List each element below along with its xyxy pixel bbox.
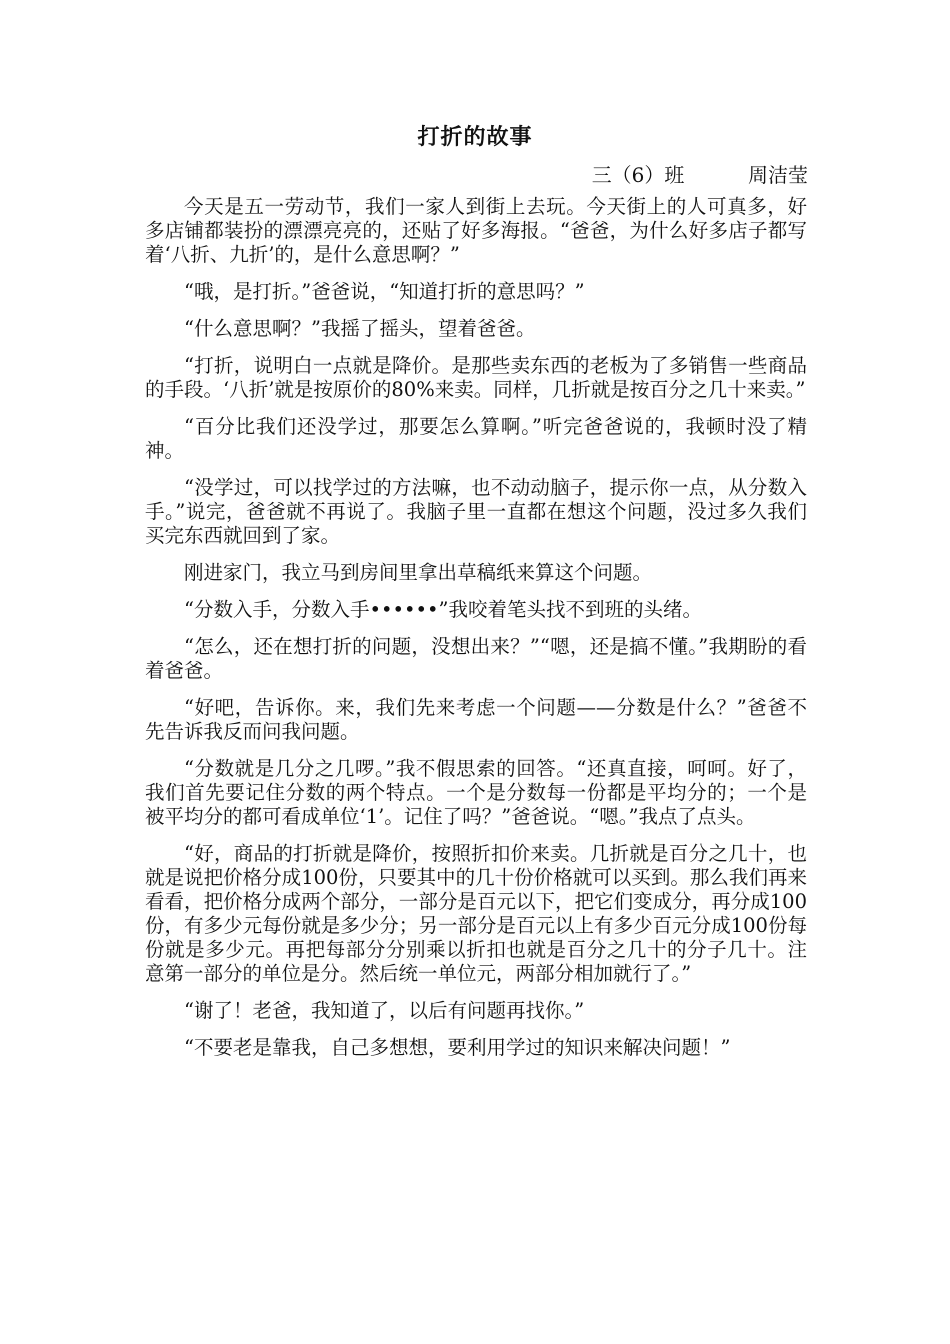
document-body	[145, 195, 807, 1073]
document-title: 打折的故事	[417, 125, 533, 150]
author-byline: 三（6）班 周洁莹	[591, 163, 808, 187]
paragraph: “没学过，可以找学过的方法嘛，也不动动脑子，提示你一点，从分数入手。”说完，爸爸就不再说了。我脑子里一直都在想这个问题，没过多久我们买完东西就回到了家。	[145, 476, 807, 547]
paragraph: “百分比我们还没学过，那要怎么算啊。”听完爸爸说的，我顿时没了精神。	[145, 415, 807, 462]
paragraph: “好，商品的打折就是降价，按照折扣价来卖。几折就是百分之几十，也就是说把价格分成100份，只要其中的几十份价格就可以买到。那么我们再来看看，把价格分成两个部分，一部分是百元以下，把它们变成分，再分成100份，有多少元每份就是多少分；另一部分是百元以上有多少百元分成100份每份就是多少元。再把每部分分别乘以折扣也就是百分之几十的分子几十。注意第一部分的单位是分。然后统一单位元，两部分相加就行了。”	[145, 842, 807, 985]
paragraph: “什么意思啊？”我摇了摇头，望着爸爸。	[184, 317, 536, 340]
paragraph: “哦，是打折。”爸爸说，“知道打折的意思吗？”	[184, 280, 585, 303]
paragraph: “分数入手，分数入手••••••”我咬着笔头找不到班的头绪。	[184, 598, 702, 621]
paragraph: “打折，说明白一点就是降价。是那些卖东西的老板为了多销售一些商品的手段。‘八折’就是按原价的80%来卖。同样，几折就是按百分之几十来卖。”	[145, 354, 807, 401]
paragraph: “分数就是几分之几啰。”我不假思索的回答。“还真直接，呵呵。好了，我们首先要记住分数的两个特点。一个是分数每一份都是平均分的；一个是被平均分的都可看成单位‘1’。记住了吗？”爸爸说。“嗯。”我点了点头。	[145, 757, 807, 828]
paragraph: “不要老是靠我，自己多想想，要利用学过的知识来解决问题！”	[184, 1036, 731, 1059]
paragraph: “谢了！老爸，我知道了，以后有问题再找你。”	[184, 999, 585, 1022]
paragraph: 刚进家门，我立马到房间里拿出草稿纸来算这个问题。	[184, 561, 653, 584]
paragraph: “怎么，还在想打折的问题，没想出来？”“嗯，还是搞不懂。”我期盼的看着爸爸。	[145, 635, 807, 682]
paragraph: “好吧，告诉你。来，我们先来考虑一个问题——分数是什么？”爸爸不先告诉我反而问我问题。	[145, 696, 807, 743]
paragraph: 今天是五一劳动节，我们一家人到街上去玩。今天街上的人可真多，好多店铺都装扮的漂漂亮亮的，还贴了好多海报。“爸爸，为什么好多店子都写着‘八折、九折’的，是什么意思啊？”	[145, 195, 807, 266]
